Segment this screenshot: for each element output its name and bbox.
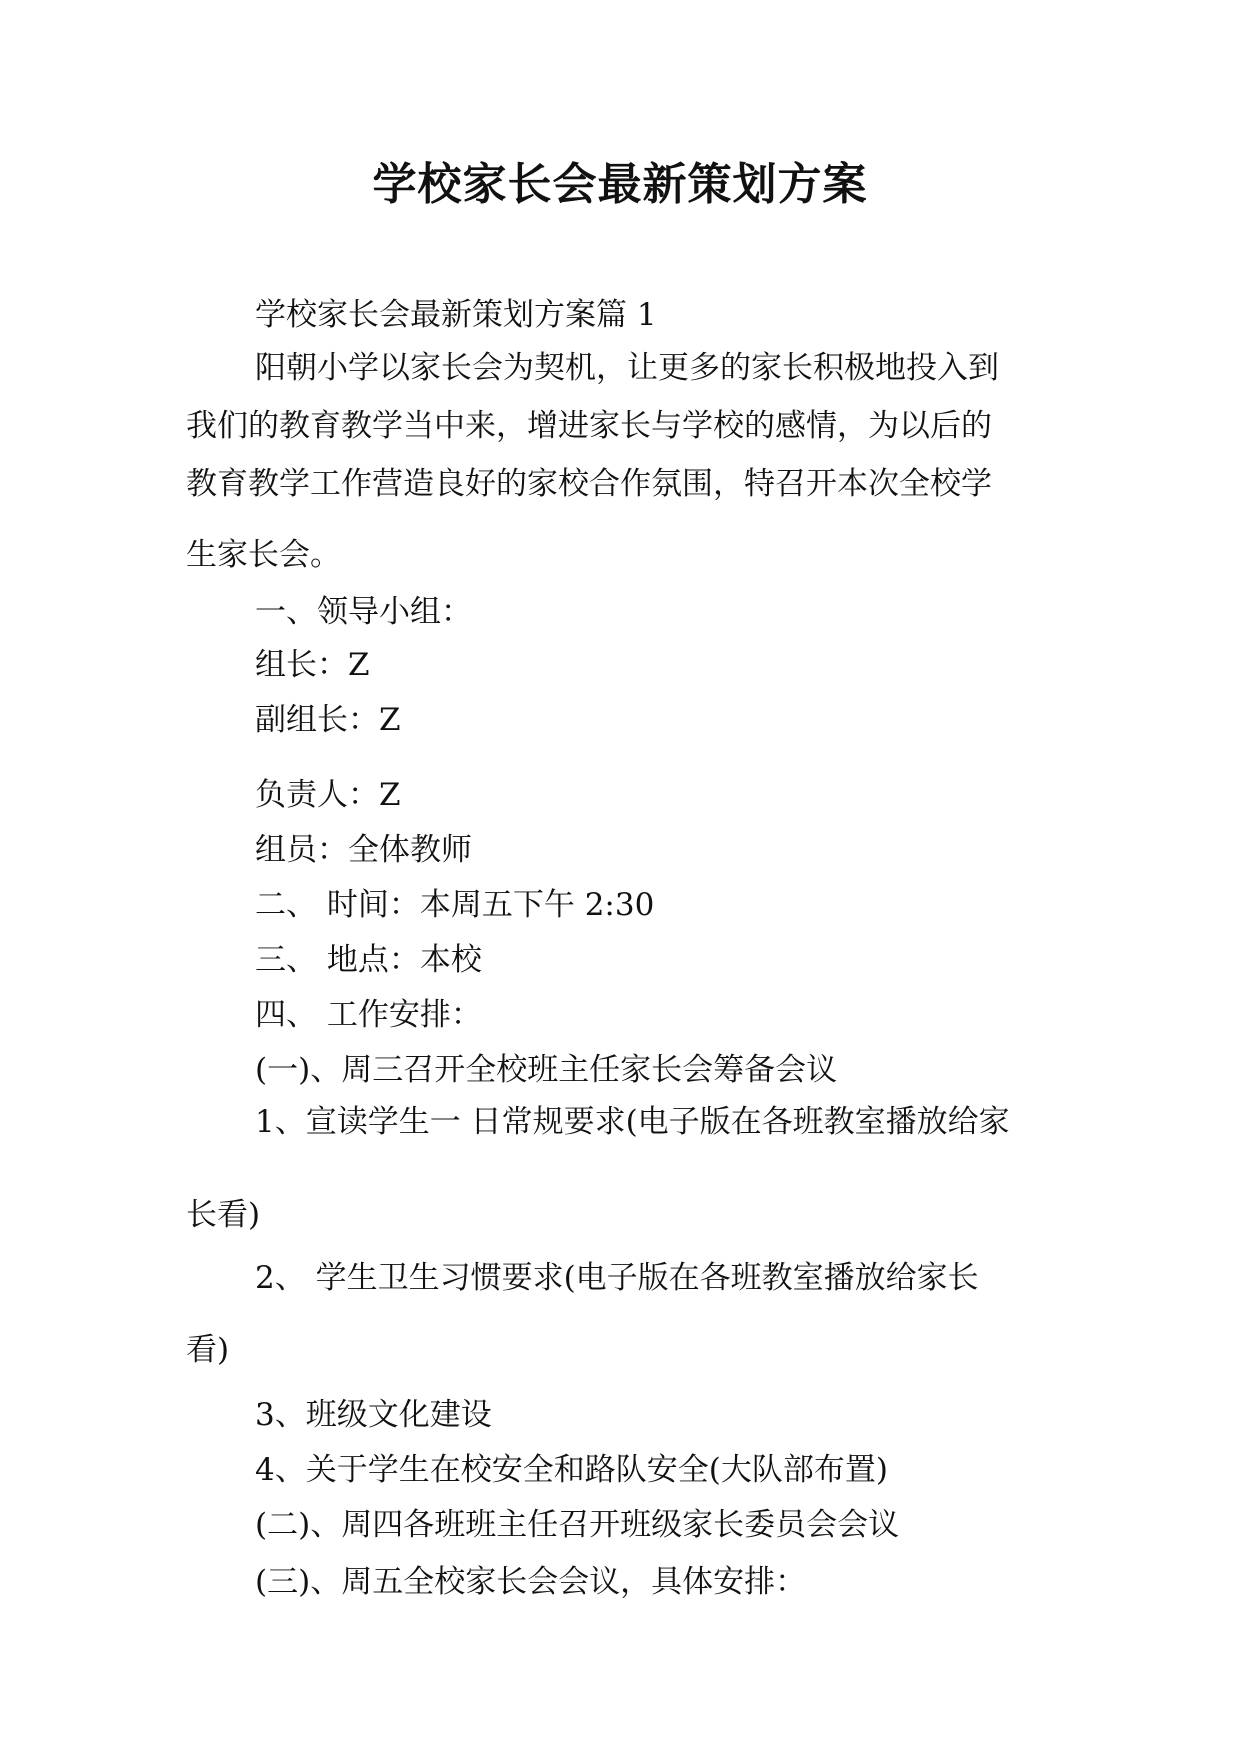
leader-line: 组长：Z	[255, 647, 370, 683]
item-c: (三)、周五全校家长会会议，具体安排：	[255, 1564, 807, 1600]
item-b: (二)、周四各班班主任召开班级家长委员会会议	[255, 1507, 900, 1543]
item-2-line-2: 看)	[186, 1332, 230, 1368]
intro-line-3: 教育教学工作营造良好的家校合作氛围，特召开本次全校学	[186, 466, 992, 502]
responsible-line: 负责人：Z	[255, 777, 401, 813]
item-a: (一)、周三召开全校班主任家长会筹备会议	[255, 1052, 838, 1088]
page-title: 学校家长会最新策划方案	[372, 159, 868, 210]
item-3: 3、班级文化建设	[255, 1397, 492, 1433]
intro-line-1: 阳朝小学以家长会为契机，让更多的家长积极地投入到	[255, 350, 999, 386]
place-line: 三、 地点：本校	[255, 942, 482, 978]
intro-line-4: 生家长会。	[186, 537, 341, 573]
time-line: 二、 时间：本周五下午 2:30	[255, 887, 655, 923]
item-1-line-2: 长看)	[186, 1197, 261, 1233]
leadership-heading: 一、领导小组：	[255, 594, 472, 630]
item-2-line-1: 2、 学生卫生习惯要求(电子版在各班教室播放给家长	[255, 1260, 979, 1296]
intro-line-2: 我们的教育教学当中来，增进家长与学校的感情，为以后的	[186, 408, 992, 444]
section-subtitle: 学校家长会最新策划方案篇 1	[255, 297, 657, 333]
deputy-leader-line: 副组长：Z	[255, 702, 401, 738]
work-heading: 四、 工作安排：	[255, 997, 482, 1033]
item-1-line-1: 1、宣读学生一 日常规要求(电子版在各班教室播放给家	[255, 1104, 1010, 1140]
item-4: 4、关于学生在校安全和路队安全(大队部布置)	[255, 1452, 888, 1488]
members-line: 组员：全体教师	[255, 832, 472, 868]
